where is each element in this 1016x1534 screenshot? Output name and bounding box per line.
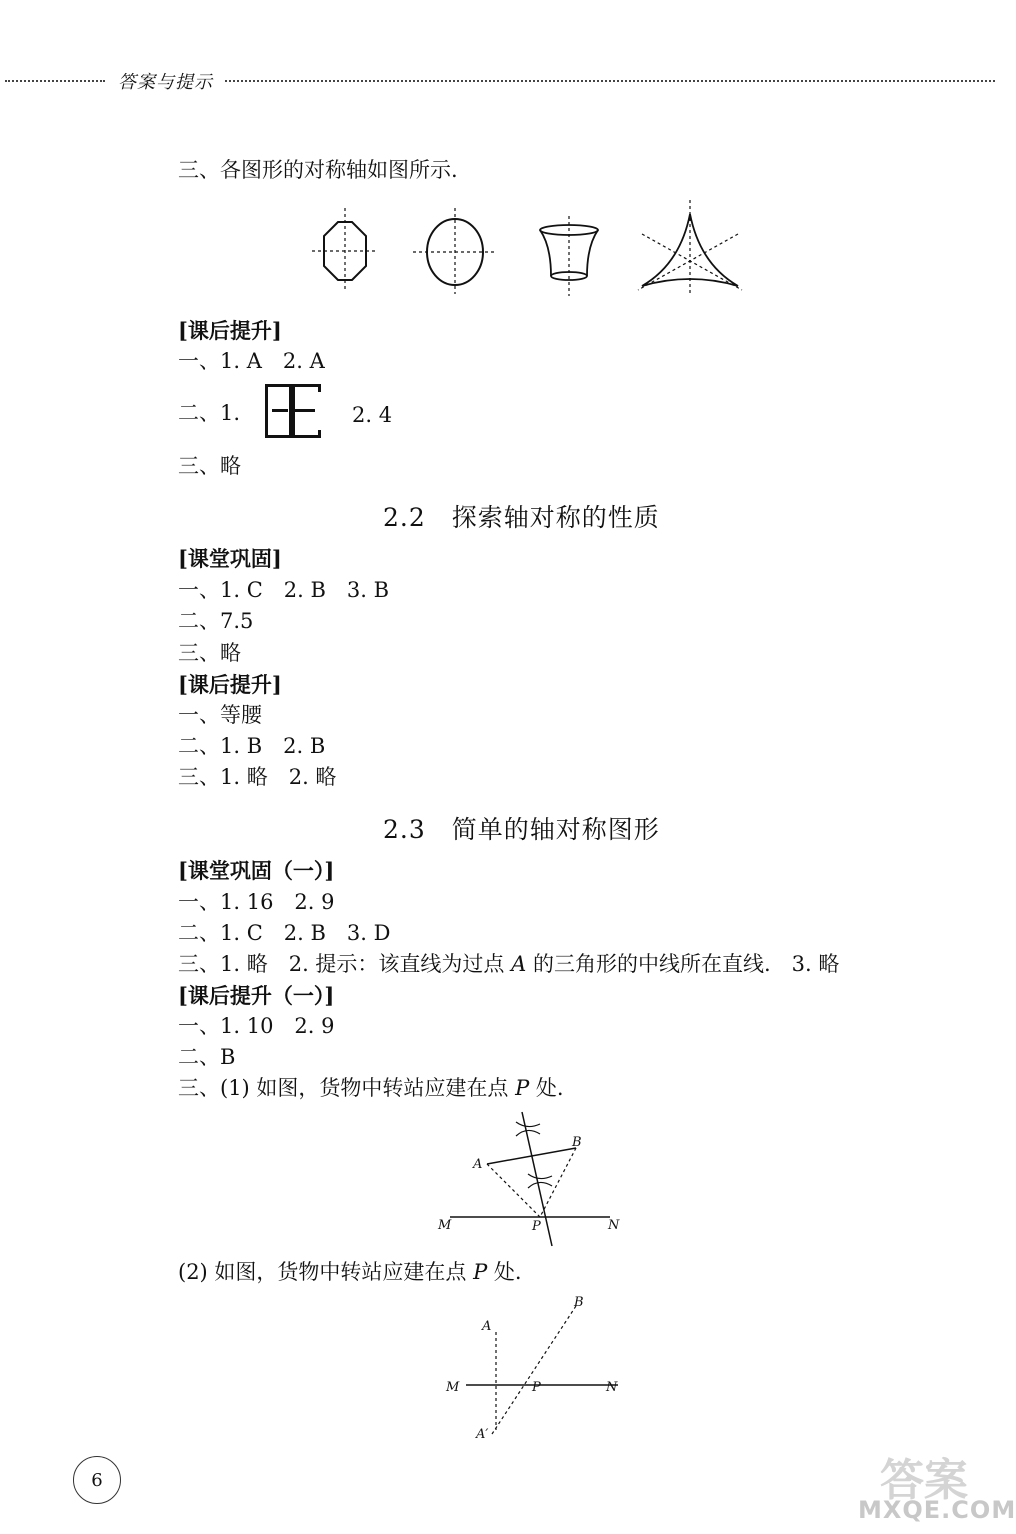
label-a-prime: A′ bbox=[476, 1427, 489, 1442]
arc-mark-bottom-2 bbox=[528, 1182, 552, 1188]
label-b: B bbox=[572, 1135, 582, 1150]
watermark-url: MXQE.COM bbox=[858, 1496, 1016, 1524]
intro-line: 三、各图形的对称轴如图所示. bbox=[178, 158, 458, 182]
answer-line bbox=[178, 954, 839, 975]
dotted-ap bbox=[487, 1164, 540, 1217]
mirrored-e-glyph bbox=[265, 384, 321, 438]
section-title-2-2: 2.2 探索轴对称的性质 bbox=[383, 503, 660, 532]
variable-a: A bbox=[511, 952, 527, 976]
answer-line: 二、1. C 2. B 3. D bbox=[178, 921, 391, 945]
curved-triangle-shape bbox=[638, 200, 742, 294]
variable-p: P bbox=[515, 1076, 530, 1100]
arc-mark-top-1 bbox=[516, 1122, 540, 1127]
answer-line: 一、1. 16 2. 9 bbox=[178, 890, 335, 914]
cup-shape bbox=[540, 216, 598, 296]
symmetric-letter-figure bbox=[260, 382, 330, 442]
label-a: A bbox=[482, 1319, 492, 1334]
answer-line: 一、1. A 2. A bbox=[178, 349, 325, 373]
symmetry-axes-figure bbox=[0, 196, 1000, 296]
answer-line: 二、1. B 2. B bbox=[178, 734, 326, 758]
header-rule-right bbox=[225, 80, 995, 82]
answer-line: 一、1. C 2. B 3. B bbox=[178, 578, 390, 602]
construction-figure-2 bbox=[440, 1290, 660, 1450]
label-b: B bbox=[574, 1295, 584, 1310]
arc-mark-bottom-1 bbox=[528, 1174, 552, 1179]
ellipse-shape bbox=[413, 208, 497, 294]
answer-text: (2) 如图，货物中转站应建在点 bbox=[178, 1260, 474, 1284]
answer-text: 三、1. 略 2. 提示：该直线为过点 bbox=[178, 952, 512, 976]
construction-figure-1 bbox=[430, 1110, 650, 1250]
label-m: M bbox=[446, 1380, 460, 1395]
after-class-heading: [课后提升（一）] bbox=[178, 983, 335, 1008]
page-number: 6 bbox=[73, 1456, 121, 1504]
answer-line-suffix: 2. 4 bbox=[352, 403, 393, 427]
header-rule-left bbox=[5, 80, 105, 82]
answer-text: 三、(1) 如图，货物中转站应建在点 bbox=[178, 1076, 516, 1100]
label-p: P bbox=[532, 1380, 541, 1395]
answer-line-prefix: 二、1. bbox=[178, 401, 241, 425]
answer-text: 处. bbox=[529, 1076, 564, 1100]
answer-text: 处. bbox=[487, 1260, 522, 1284]
answer-line: 三、1. 略 2. 略 bbox=[178, 765, 337, 789]
in-class-heading: [课堂巩固] bbox=[178, 546, 282, 571]
answer-text: 的三角形的中线所在直线. 3. 略 bbox=[526, 952, 840, 976]
answer-line: 一、1. 10 2. 9 bbox=[178, 1014, 335, 1038]
answer-line: 三、略 bbox=[178, 641, 241, 665]
answer-line bbox=[178, 1078, 564, 1099]
answer-line bbox=[178, 1262, 522, 1283]
dotted-a-prime-b bbox=[492, 1306, 576, 1434]
label-p: P bbox=[532, 1219, 541, 1234]
octagon-shape bbox=[312, 208, 378, 292]
answer-line: 二、7.5 bbox=[178, 609, 254, 633]
label-a: A bbox=[473, 1157, 483, 1172]
label-m: M bbox=[438, 1218, 452, 1233]
header-title: 答案与提示 bbox=[118, 72, 213, 93]
label-n: N bbox=[608, 1218, 620, 1233]
arc-mark-top-2 bbox=[516, 1130, 540, 1136]
answer-line: 一、等腰 bbox=[178, 703, 262, 727]
section-title-2-3: 2.3 简单的轴对称图形 bbox=[383, 815, 660, 844]
label-n: N bbox=[606, 1380, 618, 1395]
variable-p: P bbox=[473, 1260, 488, 1284]
answer-line: 二、B bbox=[178, 1045, 236, 1069]
after-class-heading-1: [课后提升] bbox=[178, 318, 282, 343]
answer-line: 三、略 bbox=[178, 454, 241, 478]
watermark-logo: 答案 bbox=[880, 1455, 968, 1506]
in-class-heading: [课堂巩固（一）] bbox=[178, 858, 335, 883]
after-class-heading: [课后提升] bbox=[178, 672, 282, 697]
